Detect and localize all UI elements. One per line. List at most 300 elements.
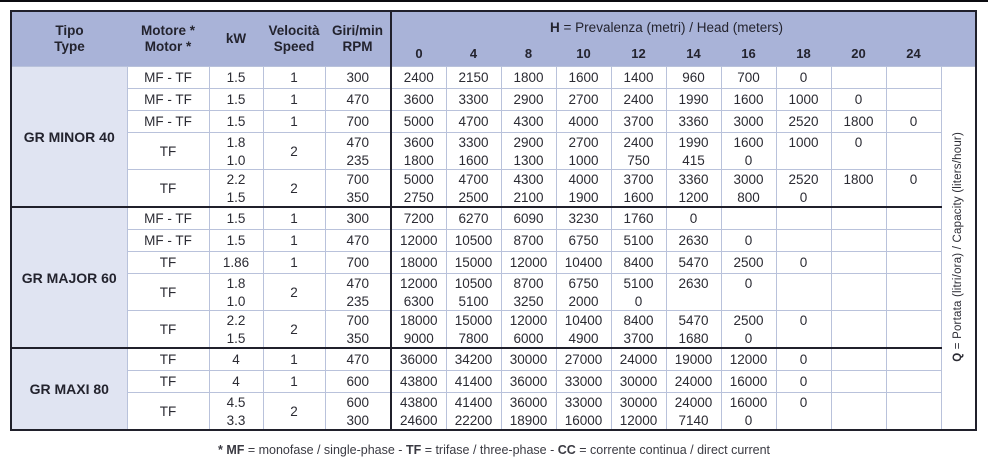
motor-type-cell: TF bbox=[127, 371, 209, 393]
capacity-value-cell: 6000 bbox=[501, 329, 556, 348]
capacity-value-cell: 0 bbox=[776, 311, 831, 330]
footnote-part: = trifase / three-phase - bbox=[421, 443, 558, 457]
capacity-value-cell: 43800 bbox=[391, 371, 446, 393]
motor-type-cell: TF bbox=[127, 133, 209, 170]
capacity-value-cell: 5000 bbox=[391, 170, 446, 189]
kw-cell: 2.2 bbox=[209, 170, 263, 189]
capacity-value-cell: 2900 bbox=[501, 133, 556, 152]
head-value-14: 14 bbox=[666, 44, 721, 67]
rpm-cell: 300 bbox=[325, 411, 391, 430]
table-row bbox=[11, 230, 976, 252]
header-motore-it: Motore * bbox=[141, 23, 195, 38]
kw-cell: 4.5 bbox=[209, 393, 263, 412]
capacity-value-cell: 1990 bbox=[666, 133, 721, 152]
speed-cell: 2 bbox=[263, 393, 325, 431]
capacity-value-cell: 18000 bbox=[391, 311, 446, 330]
motor-type-cell: MF - TF bbox=[127, 230, 209, 252]
table-row bbox=[11, 371, 976, 393]
rpm-cell: 235 bbox=[325, 151, 391, 170]
capacity-value-cell: 3600 bbox=[391, 89, 446, 111]
capacity-value-cell: 34200 bbox=[446, 348, 501, 371]
capacity-value-cell: 4300 bbox=[501, 170, 556, 189]
capacity-value-cell: 1600 bbox=[446, 151, 501, 170]
group-name-cell: GR MAJOR 60 bbox=[11, 207, 127, 348]
head-value-4: 4 bbox=[446, 44, 501, 67]
capacity-value-cell bbox=[776, 207, 831, 230]
head-value-24: 24 bbox=[886, 44, 941, 67]
capacity-value-cell bbox=[831, 252, 886, 274]
capacity-value-cell: 30000 bbox=[611, 393, 666, 412]
table-row bbox=[11, 89, 976, 111]
head-value-0: 0 bbox=[391, 44, 446, 67]
capacity-value-cell: 2520 bbox=[776, 111, 831, 133]
rpm-cell: 350 bbox=[325, 329, 391, 348]
capacity-value-cell: 30000 bbox=[501, 348, 556, 371]
table-row bbox=[11, 133, 976, 152]
capacity-value-cell bbox=[886, 393, 941, 412]
capacity-value-cell: 1000 bbox=[556, 151, 611, 170]
table-row bbox=[11, 348, 976, 371]
capacity-value-cell bbox=[886, 207, 941, 230]
capacity-value-cell: 2150 bbox=[446, 67, 501, 89]
rpm-cell: 700 bbox=[325, 170, 391, 189]
capacity-value-cell: 0 bbox=[611, 292, 666, 311]
table-row bbox=[11, 170, 976, 189]
speed-cell: 1 bbox=[263, 230, 325, 252]
group-name-cell: GR MINOR 40 bbox=[11, 67, 127, 208]
capacity-value-cell: 27000 bbox=[556, 348, 611, 371]
capacity-value-cell: 0 bbox=[721, 151, 776, 170]
capacity-value-cell: 24000 bbox=[666, 371, 721, 393]
capacity-value-cell: 2500 bbox=[446, 188, 501, 207]
capacity-value-cell: 7800 bbox=[446, 329, 501, 348]
footnote-part: = monofase / single-phase - bbox=[244, 443, 406, 457]
capacity-value-cell: 2700 bbox=[556, 133, 611, 152]
speed-cell: 1 bbox=[263, 371, 325, 393]
kw-cell: 1.8 bbox=[209, 133, 263, 152]
capacity-value-cell: 36000 bbox=[501, 371, 556, 393]
capacity-value-cell: 16000 bbox=[721, 371, 776, 393]
capacity-value-cell: 10500 bbox=[446, 230, 501, 252]
col-header-q-spacer bbox=[941, 11, 976, 67]
capacity-value-cell: 1680 bbox=[666, 329, 721, 348]
capacity-value-cell bbox=[776, 329, 831, 348]
capacity-value-cell: 15000 bbox=[446, 311, 501, 330]
capacity-value-cell bbox=[886, 348, 941, 371]
rpm-cell: 700 bbox=[325, 111, 391, 133]
speed-cell: 1 bbox=[263, 67, 325, 89]
capacity-value-cell: 0 bbox=[721, 230, 776, 252]
capacity-value-cell: 2630 bbox=[666, 230, 721, 252]
capacity-value-cell: 24600 bbox=[391, 411, 446, 430]
capacity-value-cell: 8400 bbox=[611, 252, 666, 274]
capacity-value-cell: 0 bbox=[831, 89, 886, 111]
capacity-value-cell: 960 bbox=[666, 67, 721, 89]
capacity-value-cell: 12000 bbox=[501, 311, 556, 330]
capacity-value-cell: 2700 bbox=[556, 89, 611, 111]
capacity-value-cell: 1300 bbox=[501, 151, 556, 170]
capacity-value-cell: 0 bbox=[776, 348, 831, 371]
capacity-value-cell: 1200 bbox=[666, 188, 721, 207]
capacity-value-cell: 2400 bbox=[611, 89, 666, 111]
capacity-value-cell bbox=[776, 292, 831, 311]
capacity-value-cell: 6270 bbox=[446, 207, 501, 230]
rpm-cell: 470 bbox=[325, 89, 391, 111]
table-header bbox=[11, 11, 976, 67]
capacity-value-cell: 41400 bbox=[446, 393, 501, 412]
rpm-cell: 235 bbox=[325, 292, 391, 311]
capacity-value-cell: 2630 bbox=[666, 274, 721, 293]
motor-type-cell: TF bbox=[127, 348, 209, 371]
head-value-12: 12 bbox=[611, 44, 666, 67]
head-value-18: 18 bbox=[776, 44, 831, 67]
kw-cell: 4 bbox=[209, 348, 263, 371]
rpm-cell: 470 bbox=[325, 348, 391, 371]
motor-type-cell: TF bbox=[127, 393, 209, 431]
table-row bbox=[11, 207, 976, 230]
kw-cell: 1.5 bbox=[209, 188, 263, 207]
footnote-part: * bbox=[217, 443, 227, 457]
capacity-value-cell: 5100 bbox=[446, 292, 501, 311]
capacity-value-cell bbox=[886, 329, 941, 348]
capacity-value-cell: 3700 bbox=[611, 111, 666, 133]
capacity-value-cell: 7140 bbox=[666, 411, 721, 430]
capacity-value-cell: 0 bbox=[776, 188, 831, 207]
capacity-value-cell: 2000 bbox=[556, 292, 611, 311]
capacity-value-cell: 750 bbox=[611, 151, 666, 170]
capacity-value-cell: 1760 bbox=[611, 207, 666, 230]
capacity-value-cell: 12000 bbox=[391, 274, 446, 293]
capacity-value-cell: 0 bbox=[776, 67, 831, 89]
capacity-value-cell: 8400 bbox=[611, 311, 666, 330]
rpm-cell: 470 bbox=[325, 133, 391, 152]
capacity-value-cell: 4000 bbox=[556, 170, 611, 189]
capacity-value-cell: 2100 bbox=[501, 188, 556, 207]
kw-cell: 1.5 bbox=[209, 89, 263, 111]
header-motore-en: Motor * bbox=[144, 39, 192, 54]
capacity-value-cell bbox=[831, 188, 886, 207]
table-row bbox=[11, 111, 976, 133]
capacity-value-cell: 4700 bbox=[446, 111, 501, 133]
capacity-value-cell: 19000 bbox=[666, 348, 721, 371]
capacity-value-cell: 43800 bbox=[391, 393, 446, 412]
capacity-value-cell: 3700 bbox=[611, 170, 666, 189]
capacity-value-cell: 3700 bbox=[611, 329, 666, 348]
capacity-value-cell: 12000 bbox=[391, 230, 446, 252]
capacity-value-cell: 16000 bbox=[556, 411, 611, 430]
rpm-cell: 700 bbox=[325, 252, 391, 274]
kw-cell: 1.5 bbox=[209, 67, 263, 89]
capacity-value-cell: 800 bbox=[721, 188, 776, 207]
capacity-value-cell: 1800 bbox=[831, 111, 886, 133]
capacity-value-cell: 10400 bbox=[556, 311, 611, 330]
col-header-giri bbox=[325, 11, 391, 67]
footnote-part: CC bbox=[557, 443, 576, 457]
capacity-value-cell: 3230 bbox=[556, 207, 611, 230]
capacity-value-cell: 1990 bbox=[666, 89, 721, 111]
speed-cell: 2 bbox=[263, 274, 325, 311]
capacity-value-cell: 22200 bbox=[446, 411, 501, 430]
footnote-part: TF bbox=[405, 443, 422, 457]
capacity-value-cell: 0 bbox=[776, 393, 831, 412]
capacity-value-cell: 7200 bbox=[391, 207, 446, 230]
capacity-value-cell bbox=[886, 292, 941, 311]
capacity-value-cell: 1400 bbox=[611, 67, 666, 89]
capacity-value-cell: 18900 bbox=[501, 411, 556, 430]
capacity-value-cell: 0 bbox=[831, 133, 886, 152]
speed-cell: 1 bbox=[263, 207, 325, 230]
motor-type-cell: MF - TF bbox=[127, 67, 209, 89]
kw-cell: 3.3 bbox=[209, 411, 263, 430]
capacity-value-cell: 3360 bbox=[666, 170, 721, 189]
top-divider-rule bbox=[0, 0, 988, 2]
kw-cell: 1.86 bbox=[209, 252, 263, 274]
capacity-value-cell: 15000 bbox=[446, 252, 501, 274]
capacity-value-cell: 2400 bbox=[611, 133, 666, 152]
capacity-value-cell: 12000 bbox=[611, 411, 666, 430]
capacity-value-cell: 1800 bbox=[831, 170, 886, 189]
col-header-tipo bbox=[11, 11, 127, 67]
rpm-cell: 600 bbox=[325, 371, 391, 393]
capacity-value-cell: 3360 bbox=[666, 111, 721, 133]
capacity-value-cell: 3250 bbox=[501, 292, 556, 311]
capacity-value-cell: 1000 bbox=[776, 89, 831, 111]
motor-type-cell: TF bbox=[127, 311, 209, 349]
capacity-value-cell: 0 bbox=[721, 329, 776, 348]
kw-cell: 2.2 bbox=[209, 311, 263, 330]
motor-type-cell: MF - TF bbox=[127, 111, 209, 133]
capacity-value-cell: 4300 bbox=[501, 111, 556, 133]
header-velocita-it: Velocità bbox=[268, 23, 320, 38]
group-name-cell: GR MAXI 80 bbox=[11, 348, 127, 430]
capacity-value-cell: 1600 bbox=[721, 89, 776, 111]
capacity-value-cell bbox=[721, 292, 776, 311]
capacity-value-cell bbox=[886, 230, 941, 252]
rpm-cell: 600 bbox=[325, 393, 391, 412]
capacity-value-cell bbox=[886, 188, 941, 207]
capacity-value-cell: 8700 bbox=[501, 274, 556, 293]
capacity-value-cell: 6300 bbox=[391, 292, 446, 311]
capacity-value-cell: 36000 bbox=[391, 348, 446, 371]
capacity-value-cell bbox=[831, 348, 886, 371]
kw-cell: 4 bbox=[209, 371, 263, 393]
col-header-kw: kW bbox=[209, 11, 263, 67]
table-row bbox=[11, 67, 976, 89]
capacity-value-cell: 5470 bbox=[666, 311, 721, 330]
header-velocita-en: Speed bbox=[273, 39, 315, 54]
capacity-value-cell: 4000 bbox=[556, 111, 611, 133]
head-title-text: = Prevalenza (metri) / Head (meters) bbox=[559, 20, 783, 35]
capacity-value-cell: 30000 bbox=[611, 371, 666, 393]
capacity-value-cell: 12000 bbox=[501, 252, 556, 274]
capacity-value-cell: 10400 bbox=[556, 252, 611, 274]
capacity-value-cell: 2520 bbox=[776, 170, 831, 189]
kw-cell: 1.5 bbox=[209, 207, 263, 230]
speed-cell: 2 bbox=[263, 311, 325, 349]
speed-cell: 2 bbox=[263, 170, 325, 208]
capacity-value-cell: 6750 bbox=[556, 274, 611, 293]
rpm-cell: 470 bbox=[325, 274, 391, 293]
table-row bbox=[11, 252, 976, 274]
capacity-value-cell bbox=[776, 411, 831, 430]
motor-type-cell: MF - TF bbox=[127, 207, 209, 230]
capacity-value-cell: 2900 bbox=[501, 89, 556, 111]
capacity-value-cell bbox=[776, 230, 831, 252]
header-tipo-en: Type bbox=[54, 39, 85, 54]
head-value-20: 20 bbox=[831, 44, 886, 67]
capacity-value-cell bbox=[831, 311, 886, 330]
kw-cell: 1.5 bbox=[209, 329, 263, 348]
capacity-value-cell: 2750 bbox=[391, 188, 446, 207]
head-value-10: 10 bbox=[556, 44, 611, 67]
capacity-value-cell bbox=[776, 151, 831, 170]
capacity-value-cell bbox=[831, 292, 886, 311]
capacity-value-cell: 0 bbox=[886, 170, 941, 189]
capacity-value-cell: 3000 bbox=[721, 170, 776, 189]
head-title-symbol: H bbox=[550, 20, 560, 35]
table-row bbox=[11, 311, 976, 330]
motor-type-cell: TF bbox=[127, 252, 209, 274]
capacity-value-cell bbox=[831, 274, 886, 293]
capacity-value-cell: 0 bbox=[886, 111, 941, 133]
table-body bbox=[11, 67, 976, 431]
capacity-value-cell bbox=[831, 371, 886, 393]
capacity-value-cell: 33000 bbox=[556, 371, 611, 393]
capacity-value-cell: 3000 bbox=[721, 111, 776, 133]
speed-cell: 1 bbox=[263, 89, 325, 111]
kw-cell: 1.8 bbox=[209, 274, 263, 293]
q-capacity-axis-cell bbox=[941, 67, 976, 431]
capacity-value-cell: 4700 bbox=[446, 170, 501, 189]
rpm-cell: 350 bbox=[325, 188, 391, 207]
capacity-value-cell bbox=[886, 67, 941, 89]
capacity-value-cell: 4900 bbox=[556, 329, 611, 348]
capacity-value-cell: 5000 bbox=[391, 111, 446, 133]
capacity-value-cell: 24000 bbox=[611, 348, 666, 371]
motor-type-cell: TF bbox=[127, 274, 209, 311]
capacity-value-cell: 18000 bbox=[391, 252, 446, 274]
pump-capacity-table-wrap bbox=[10, 10, 977, 431]
capacity-value-cell: 0 bbox=[776, 252, 831, 274]
capacity-value-cell bbox=[831, 207, 886, 230]
capacity-value-cell bbox=[831, 230, 886, 252]
capacity-value-cell: 0 bbox=[721, 274, 776, 293]
capacity-value-cell: 2500 bbox=[721, 311, 776, 330]
rpm-cell: 700 bbox=[325, 311, 391, 330]
table-row bbox=[11, 393, 976, 412]
kw-cell: 1.5 bbox=[209, 111, 263, 133]
capacity-value-cell: 1600 bbox=[611, 188, 666, 207]
kw-cell: 1.5 bbox=[209, 230, 263, 252]
capacity-value-cell: 5100 bbox=[611, 230, 666, 252]
footnote-legend bbox=[0, 443, 988, 457]
capacity-value-cell: 1600 bbox=[556, 67, 611, 89]
capacity-value-cell: 6090 bbox=[501, 207, 556, 230]
capacity-value-cell bbox=[721, 207, 776, 230]
capacity-value-cell bbox=[831, 151, 886, 170]
capacity-value-cell: 33000 bbox=[556, 393, 611, 412]
speed-cell: 1 bbox=[263, 348, 325, 371]
capacity-value-cell bbox=[886, 252, 941, 274]
capacity-value-cell: 0 bbox=[721, 411, 776, 430]
capacity-value-cell: 36000 bbox=[501, 393, 556, 412]
rpm-cell: 470 bbox=[325, 230, 391, 252]
kw-cell: 1.0 bbox=[209, 151, 263, 170]
capacity-value-cell: 3300 bbox=[446, 89, 501, 111]
rpm-cell: 300 bbox=[325, 207, 391, 230]
capacity-value-cell: 1000 bbox=[776, 133, 831, 152]
header-giri-it: Giri/min bbox=[331, 23, 383, 38]
motor-type-cell: TF bbox=[127, 170, 209, 208]
capacity-value-cell bbox=[666, 292, 721, 311]
table-row bbox=[11, 274, 976, 293]
capacity-value-cell bbox=[831, 411, 886, 430]
capacity-value-cell: 1600 bbox=[721, 133, 776, 152]
speed-cell: 2 bbox=[263, 133, 325, 170]
footnote-part: = corrente continua / direct current bbox=[575, 443, 771, 457]
col-header-motore bbox=[127, 11, 209, 67]
capacity-value-cell bbox=[886, 311, 941, 330]
capacity-value-cell: 1800 bbox=[501, 67, 556, 89]
capacity-value-cell: 3600 bbox=[391, 133, 446, 152]
footnote-part: MF bbox=[226, 443, 245, 457]
capacity-value-cell: 41400 bbox=[446, 371, 501, 393]
capacity-value-cell: 0 bbox=[666, 207, 721, 230]
capacity-value-cell bbox=[886, 133, 941, 152]
capacity-value-cell bbox=[886, 151, 941, 170]
motor-type-cell: MF - TF bbox=[127, 89, 209, 111]
capacity-value-cell bbox=[831, 329, 886, 348]
head-value-8: 8 bbox=[501, 44, 556, 67]
capacity-value-cell bbox=[886, 274, 941, 293]
col-header-velocita bbox=[263, 11, 325, 67]
capacity-value-cell bbox=[776, 274, 831, 293]
pump-capacity-table bbox=[10, 10, 977, 431]
capacity-value-cell: 12000 bbox=[721, 348, 776, 371]
capacity-value-cell: 2400 bbox=[391, 67, 446, 89]
capacity-value-cell: 10500 bbox=[446, 274, 501, 293]
kw-cell: 1.0 bbox=[209, 292, 263, 311]
capacity-value-cell bbox=[831, 67, 886, 89]
head-value-16: 16 bbox=[721, 44, 776, 67]
rpm-cell: 300 bbox=[325, 67, 391, 89]
capacity-value-cell: 5470 bbox=[666, 252, 721, 274]
speed-cell: 1 bbox=[263, 111, 325, 133]
capacity-value-cell: 6750 bbox=[556, 230, 611, 252]
capacity-value-cell: 24000 bbox=[666, 393, 721, 412]
capacity-value-cell: 415 bbox=[666, 151, 721, 170]
capacity-value-cell: 1800 bbox=[391, 151, 446, 170]
capacity-value-cell bbox=[886, 411, 941, 430]
q-capacity-label: Q = Portata (litri/ora) / Capacity (liters/hour) bbox=[952, 131, 965, 362]
capacity-value-cell: 5100 bbox=[611, 274, 666, 293]
capacity-value-cell bbox=[886, 371, 941, 393]
capacity-value-cell: 9000 bbox=[391, 329, 446, 348]
capacity-value-cell: 1900 bbox=[556, 188, 611, 207]
capacity-value-cell: 3300 bbox=[446, 133, 501, 152]
capacity-value-cell bbox=[831, 393, 886, 412]
header-tipo-it: Tipo bbox=[55, 23, 84, 38]
capacity-value-cell: 0 bbox=[776, 371, 831, 393]
capacity-value-cell: 2500 bbox=[721, 252, 776, 274]
capacity-value-cell: 700 bbox=[721, 67, 776, 89]
capacity-value-cell bbox=[886, 89, 941, 111]
speed-cell: 1 bbox=[263, 252, 325, 274]
capacity-value-cell: 8700 bbox=[501, 230, 556, 252]
col-header-head-meters bbox=[391, 11, 941, 44]
capacity-value-cell: 16000 bbox=[721, 393, 776, 412]
header-giri-en: RPM bbox=[342, 39, 373, 54]
